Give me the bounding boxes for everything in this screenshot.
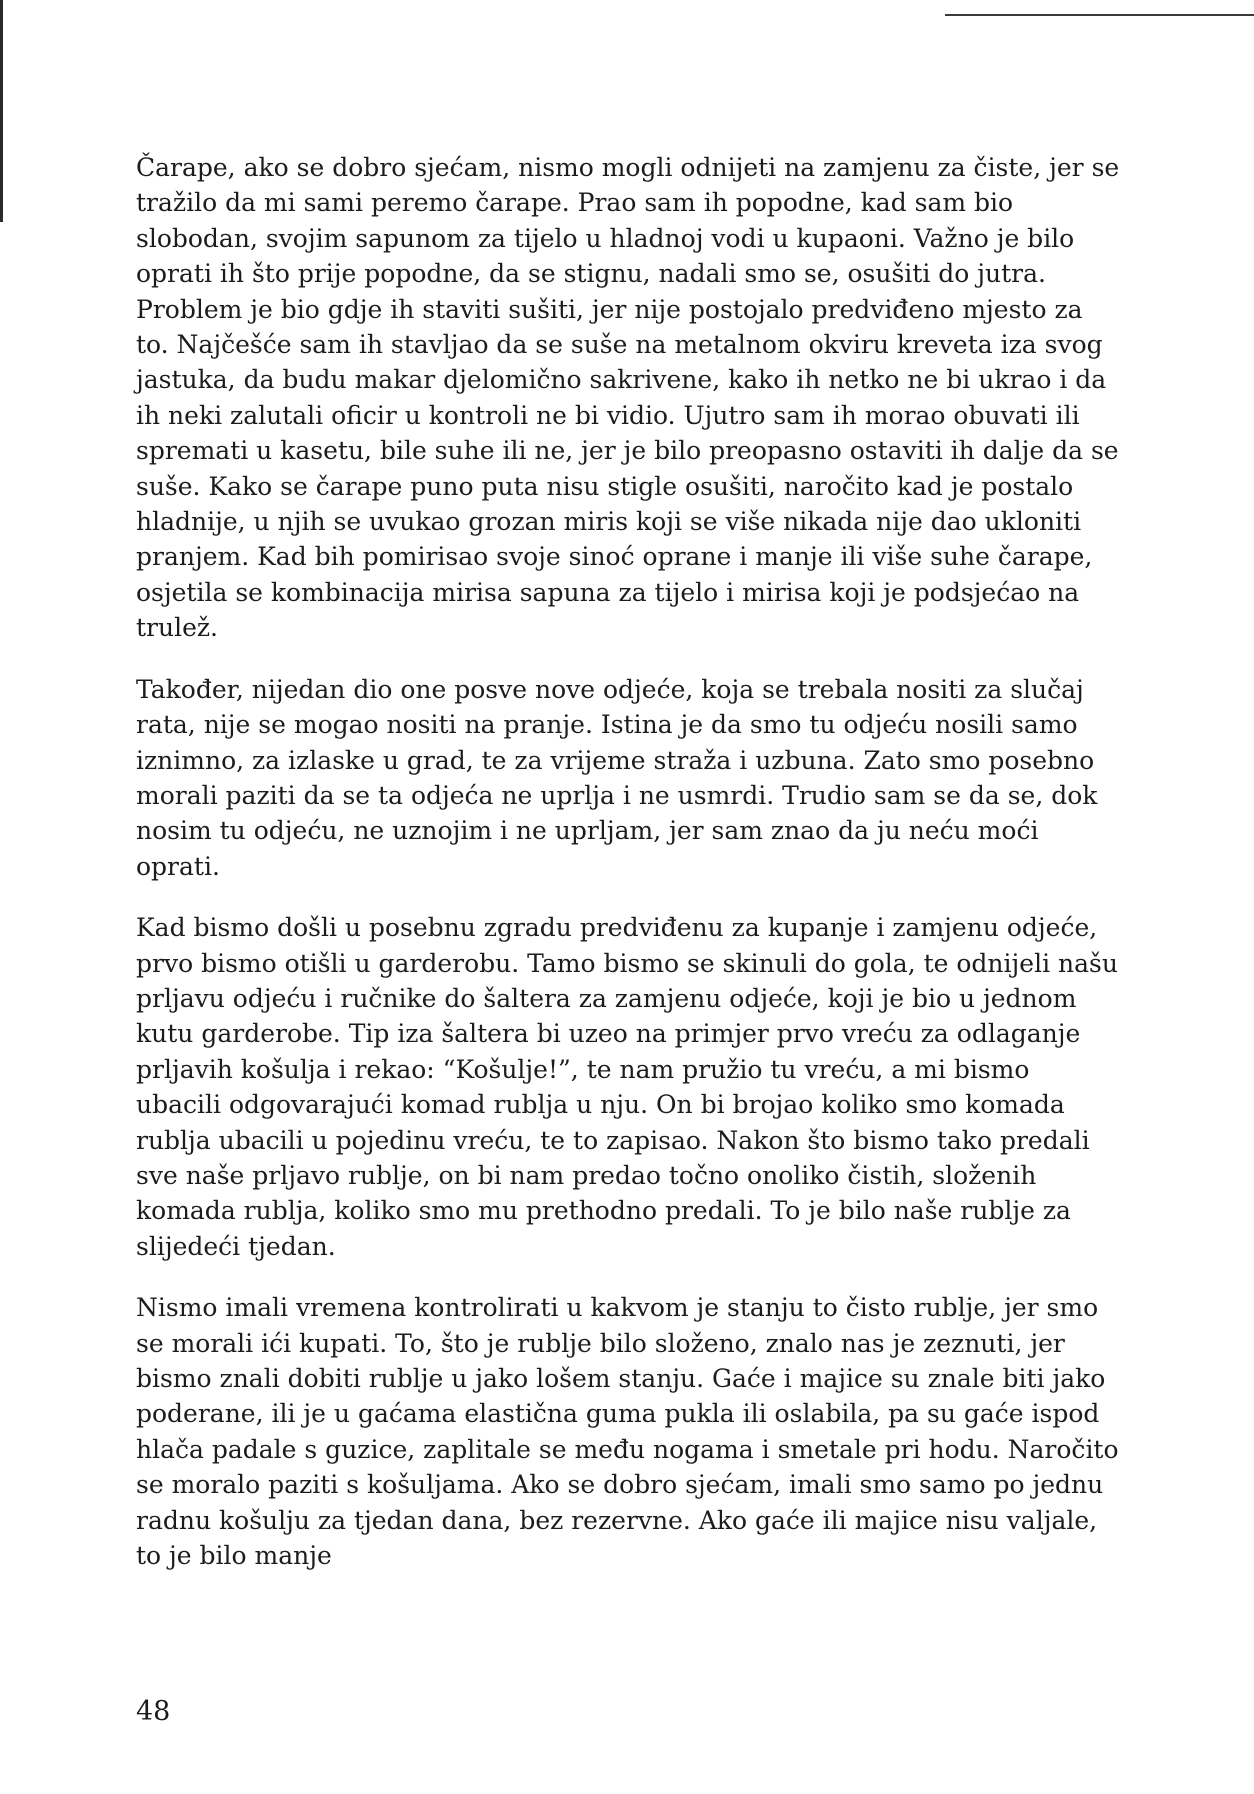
body-text — [136, 150, 1120, 1599]
paragraph-2: Također, nijedan dio one posve nove odjeće, koja se trebala nositi za slučaj rata, nije se mogao nositi na pranje. Istina je da smo tu odjeću nosili samo iznimno, za izlaske u grad, te za vrijeme straža i uzbuna. Zato smo posebno morali paziti da se ta odjeća ne uprlja i ne usmrdi. Trudio sam se da se, dok nosim tu odjeću, ne uznojim i ne uprljam, jer sam znao da ju neću moći oprati. — [136, 674, 1098, 881]
page-edge-line-left — [0, 0, 3, 222]
paragraph-3: Kad bismo došli u posebnu zgradu predviđenu za kupanje i zamjenu odjeće, prvo bismo otišli u garderobu. Tamo bismo se skinuli do gola, te odnijeli našu prljavu odjeću i ručnike do šaltera za zamjenu odjeće, koji je bio u jednom kutu garderobe. Tip iza šaltera bi uzeo na primjer prvo vreću za odlaganje prljavih košulja i rekao: “Košulje!”, te nam pružio tu vreću, a mi bismo ubacili odgovarajući komad rublja u nju. On bi brojao koliko smo komada rublja ubacili u pojedinu vreću, te to zapisao. Nakon što bismo tako predali sve naše prljavo rublje, on bi nam predao točno onoliko čistih, složenih komada rublja, koliko smo mu prethodno predali. To je bilo naše rublje za slijedeći tjedan. — [136, 913, 1118, 1261]
paragraph-1: Čarape, ako se dobro sjećam, nismo mogli odnijeti na zamjenu za čiste, jer se tražilo da mi sami peremo čarape. Prao sam ih popodne, kad sam bio slobodan, svojim sapunom za tijelo u hladnoj vodi u kupaoni. Važno je bilo oprati ih što prije popodne, da se stignu, nadali smo se, osušiti do jutra. Problem je bio gdje ih staviti sušiti, jer nije postojalo predviđeno mjesto za to. Najčešće sam ih stavljao da se suše na metalnom okviru kreveta iza svog jastuka, da budu makar djelomično sakrivene, kako ih netko ne bi ukrao i da ih neki zalutali oficir u kontroli ne bi vidio. Ujutro sam ih morao obuvati ili spremati u kasetu, bile suhe ili ne, jer je bilo preopasno ostaviti ih dalje da se suše. Kako se čarape puno puta nisu stigle osušiti, naročito kad je postalo hladnije, u njih se uvukao grozan miris koji se više nikada nije dao ukloniti pranjem. Kad bih pomirisao svoje sinoć oprane i manje ili više suhe čarape, osjetila se kombinacija mirisa sapuna za tijelo i mirisa koji je podsjećao na trulež. — [136, 153, 1120, 643]
page-number: 48 — [136, 1696, 171, 1727]
page-edge-line-top — [945, 14, 1254, 16]
paragraph-4: Nismo imali vremena kontrolirati u kakvom je stanju to čisto rublje, jer smo se morali ići kupati. To, što je rublje bilo složeno, znalo nas je zeznuti, jer bismo znali dobiti rublje u jako lošem stanju. Gaće i majice su znale biti jako poderane, ili je u gaćama elastična guma pukla ili oslabila, pa su gaće ispod hlača padale s guzice, zaplitale se među nogama i smetale pri hodu. Naročito se moralo paziti s košuljama. Ako se dobro sjećam, imali smo samo po jednu radnu košulju za tjedan dana, bez rezervne. Ako gaće ili majice nisu valjale, to je bilo manje — [136, 1293, 1119, 1571]
